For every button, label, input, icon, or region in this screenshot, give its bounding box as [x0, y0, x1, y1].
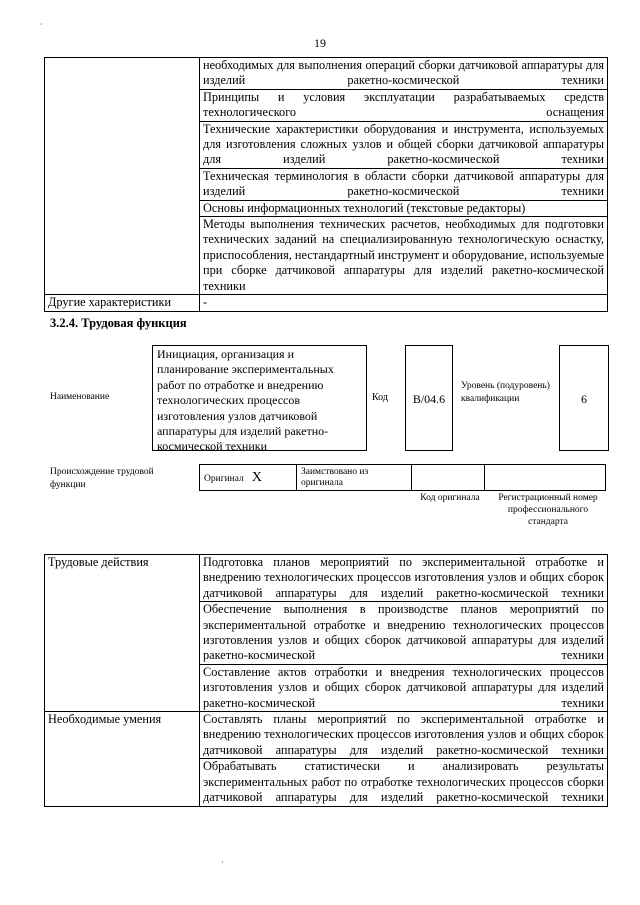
knowledge-item: Основы информационных технологий (текстовые редакторы)	[200, 200, 608, 216]
skill-item: Обрабатывать статистически и анализировать результаты экспериментальных работ по отработке технологических процессов сборки датчиковой аппаратуры для изделий ракетно-космической техники	[200, 759, 608, 806]
skill-item: Составлять планы мероприятий по экспериментальной отработке и внедрению технологических процессов изготовления узлов и общих сборок датчиковой аппаратуры для изделий ракетно-космической техники	[200, 712, 608, 759]
qualification-level-box: 6	[559, 345, 609, 451]
code-label: Код	[372, 392, 388, 403]
knowledge-item: Техническая терминология в области сборки датчиковой аппаратуры для изделий ракетно-космической техники	[200, 168, 608, 200]
origin-label: Происхождение трудовой функции	[50, 467, 154, 490]
actions-skills-table	[44, 554, 608, 807]
origin-original-cell	[200, 465, 297, 491]
table-row	[45, 58, 608, 90]
labor-action-item: Составление актов отработки и внедрения технологических процессов изготовления узлов и общих сборок датчиковой аппаратуры для изделий ракетно-космической техники	[200, 664, 608, 711]
origin-borrowed-cell: Заимствовано из оригинала	[297, 465, 412, 491]
table-row	[200, 465, 606, 491]
reg-number-caption: Регистрационный номер профессионального стандарта	[498, 493, 598, 527]
table-row	[45, 295, 608, 311]
table-row	[45, 555, 608, 602]
origin-table	[199, 464, 606, 491]
labor-action-item: Подготовка планов мероприятий по экспериментальной отработке и внедрению технологических процессов изготовления узлов и общих сборок датчиковой аппаратуры для изделий ракетно-космической техники	[200, 555, 608, 602]
section-heading: 3.2.4. Трудовая функция	[50, 316, 187, 330]
scan-mark: ·	[221, 858, 224, 867]
origin-original-label: Оригинал	[204, 473, 244, 484]
knowledge-item: Технические характеристики оборудования и инструмента, используемых для изготовления сложных узлов и общей сборки датчиковой аппаратуры для изделий ракетно-космической техники	[200, 121, 608, 168]
required-skills-label: Необходимые умения	[45, 712, 200, 806]
origin-original-mark: X	[251, 469, 262, 485]
code-value-box: B/04.6	[405, 345, 453, 451]
origin-code-cell	[412, 465, 485, 491]
other-characteristics-value: -	[200, 295, 608, 311]
table-row	[45, 712, 608, 759]
labor-action-item: Обеспечение выполнения в производстве планов мероприятий по экспериментальной отработке и внедрению технологических процессов изготовления узлов и общих сборок датчиковой аппаратуры для изделий ракетно-космической техники	[200, 602, 608, 665]
scan-mark: ·	[40, 20, 43, 29]
qualification-level-label: Уровень (подуровень) квалификации	[461, 381, 550, 404]
origin-reg-number-cell	[485, 465, 606, 491]
other-characteristics-label: Другие характеристики	[45, 295, 200, 311]
knowledge-item: необходимых для выполнения операций сборки датчиковой аппаратуры для изделий ракетно-космической техники	[200, 58, 608, 90]
code-caption: Код оригинала	[420, 493, 480, 503]
knowledge-item: Принципы и условия эксплуатации разрабатываемых средств технологического оснащения	[200, 89, 608, 121]
labor-actions-label: Трудовые действия	[45, 555, 200, 712]
page-number: 19	[314, 36, 326, 50]
row-label-empty	[45, 58, 200, 295]
function-name-box: Инициация, организация и планирование экспериментальных работ по отработке и внедрению технологических процессов изготовления узлов датчиковой аппаратуры для изделий ракетно-космической техники	[152, 345, 367, 451]
name-label: Наименование	[50, 392, 110, 402]
knowledge-item: Методы выполнения технических расчетов, необходимых для подготовки технических заданий на специализированную технологическую оснастку, приспособления, нестандартный инструмент и оборудование, используемые при сборке датчиковой аппаратуры для изделий ракетно-космической техники	[200, 217, 608, 295]
knowledge-table	[44, 57, 608, 312]
